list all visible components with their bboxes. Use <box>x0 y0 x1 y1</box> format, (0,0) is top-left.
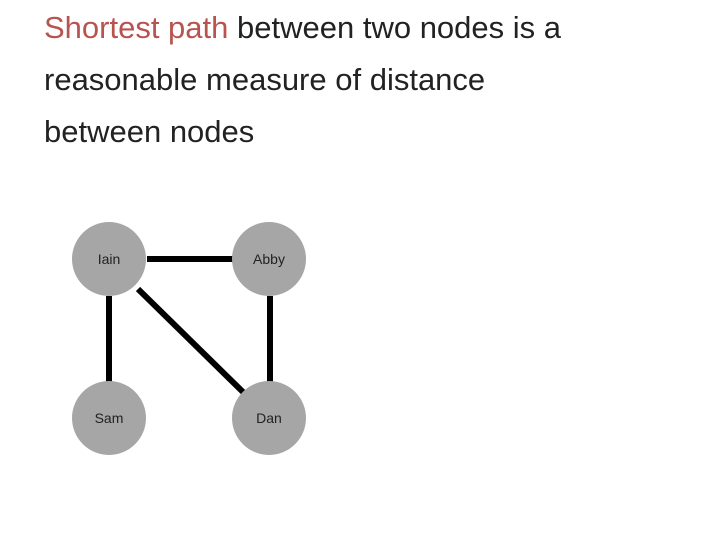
node-dan-label: Dan <box>256 410 282 426</box>
node-dan <box>232 381 306 455</box>
node-abby-label: Abby <box>253 251 285 267</box>
node-sam <box>72 381 146 455</box>
title-line2: reasonable measure of distance <box>44 62 486 97</box>
edge-iain-dan <box>138 289 244 393</box>
title-line3: between nodes <box>44 114 255 149</box>
node-iain <box>72 222 146 296</box>
title-line1-rest: between two nodes is a <box>228 10 562 45</box>
node-sam-label: Sam <box>94 410 124 426</box>
node-iain-label: Iain <box>97 251 121 267</box>
node-abby <box>232 222 306 296</box>
title-highlight: Shortest path <box>44 10 229 45</box>
